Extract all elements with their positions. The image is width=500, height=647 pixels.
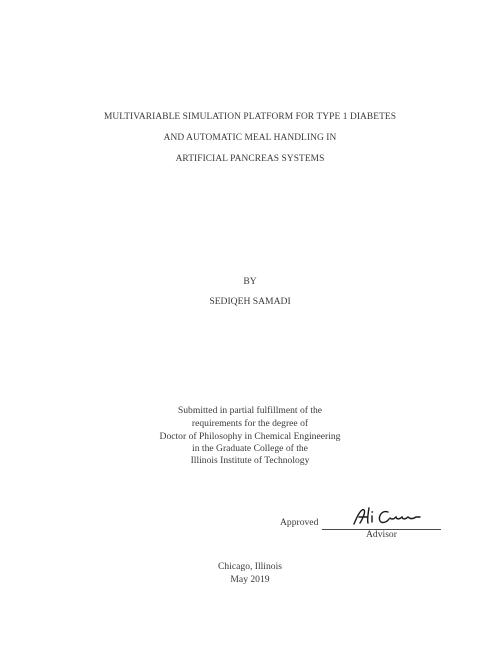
approved-label: Approved <box>280 517 319 528</box>
by-label: BY <box>243 276 257 287</box>
submission-line-4: in the Graduate College of the <box>192 443 308 454</box>
place: Chicago, Illinois <box>218 561 282 572</box>
title-line-2: AND AUTOMATIC MEAL HANDLING IN <box>163 133 337 143</box>
advisor-signature <box>350 506 430 528</box>
author-name: SEDIQEH SAMADI <box>209 296 291 307</box>
date: May 2019 <box>230 574 270 585</box>
title-line-3: ARTIFICIAL PANCREAS SYSTEMS <box>175 154 325 164</box>
submission-line-1: Submitted in partial fulfillment of the <box>177 405 323 416</box>
title-line-1: MULTIVARIABLE SIMULATION PLATFORM FOR TYPE 1 DIABETES <box>103 112 397 122</box>
advisor-label: Advisor <box>366 529 397 540</box>
approval-block <box>280 506 450 542</box>
submission-line-2: requirements for the degree of <box>191 418 309 429</box>
submission-line-5: Illinois Institute of Technology <box>190 455 310 466</box>
submission-line-3: Doctor of Philosophy in Chemical Engineering <box>159 431 341 442</box>
